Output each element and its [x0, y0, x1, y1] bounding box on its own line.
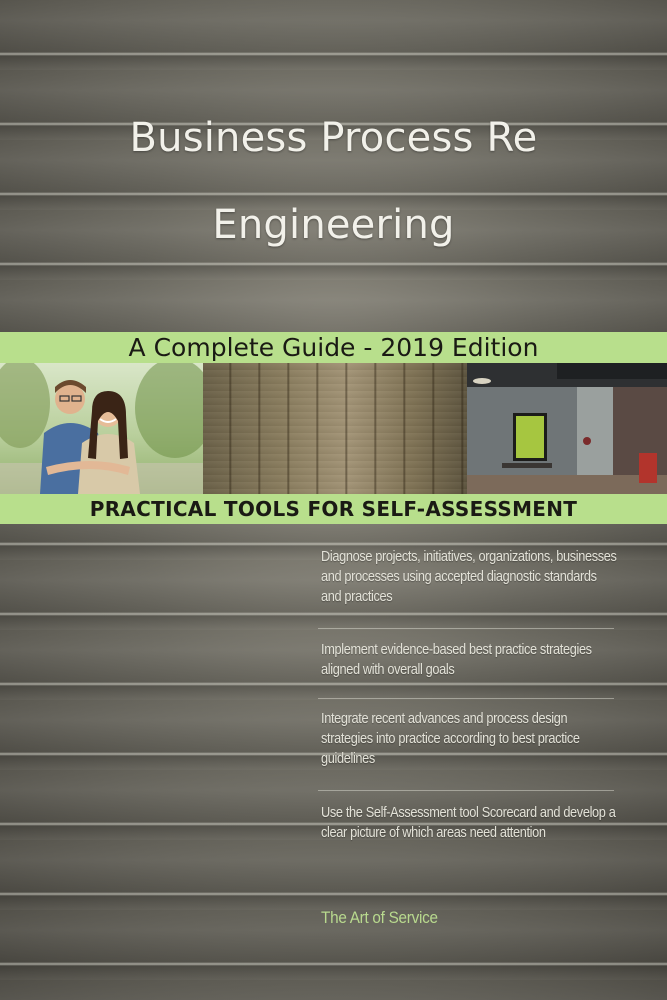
couple-photo	[0, 363, 203, 494]
bullet-item: Use the Self-Assessment tool Scorecard and develop a clear picture of which areas need attention	[321, 805, 616, 841]
bullet-divider	[318, 790, 614, 791]
tagline-band	[0, 494, 667, 524]
bullet-item: Integrate recent advances and process design strategies into practice according to best practice guidelines	[321, 711, 580, 767]
office-photo	[467, 363, 667, 494]
bullet-item: Implement evidence-based best practice strategies aligned with overall goals	[321, 642, 592, 678]
wood-planks-photo	[203, 363, 467, 494]
publisher: The Art of Service	[321, 908, 438, 927]
photo-strip	[0, 363, 667, 494]
tagline: PRACTICAL TOOLS FOR SELF-ASSESSMENT	[89, 497, 578, 521]
subtitle-band	[0, 332, 667, 363]
bullet-divider	[318, 698, 614, 699]
bullet-item: Diagnose projects, initiatives, organizations, businesses and processes using accepted diagnostic standards and practices	[321, 549, 617, 605]
couple-illustration	[0, 363, 203, 494]
title-line-2: Engineering	[212, 202, 455, 248]
office-illustration	[467, 363, 667, 494]
title-line-1: Business Process Re	[129, 115, 538, 161]
bullet-divider	[318, 628, 614, 629]
subtitle: A Complete Guide - 2019 Edition	[128, 333, 539, 362]
